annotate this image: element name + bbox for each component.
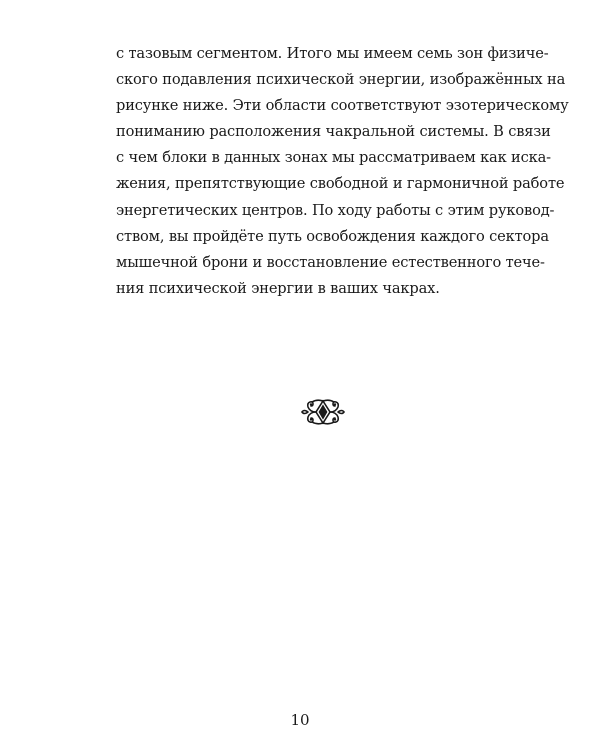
text-line: рисунке ниже. Эти области соответствуют эзотерическому	[116, 97, 569, 115]
text-line: ния психической энергии в ваших чакрах.	[116, 279, 440, 297]
text-line: мышечной брони и восстановление естественного тече-	[116, 253, 545, 271]
text-line: ством, вы пройдёте путь освобождения каждого сектора	[116, 227, 549, 245]
page-number: 10	[290, 711, 310, 729]
body-paragraph	[116, 41, 569, 302]
text-line: с чем блоки в данных зонах мы рассматриваем как искa-	[116, 149, 551, 167]
text-line: жения, препятствующие свободной и гармоничной работе	[116, 175, 565, 193]
floral-ornament-icon	[299, 396, 347, 428]
text-line: пониманию расположения чакральной системы. В связи	[116, 123, 551, 141]
text-line: ского подавления психической энергии, изображённых на	[116, 71, 566, 89]
text-line: с тазовым сегментом. Итого мы имеем семь зон физиче-	[116, 45, 549, 62]
text-line: энергетических центров. По ходу работы с этим руковод-	[116, 201, 555, 219]
